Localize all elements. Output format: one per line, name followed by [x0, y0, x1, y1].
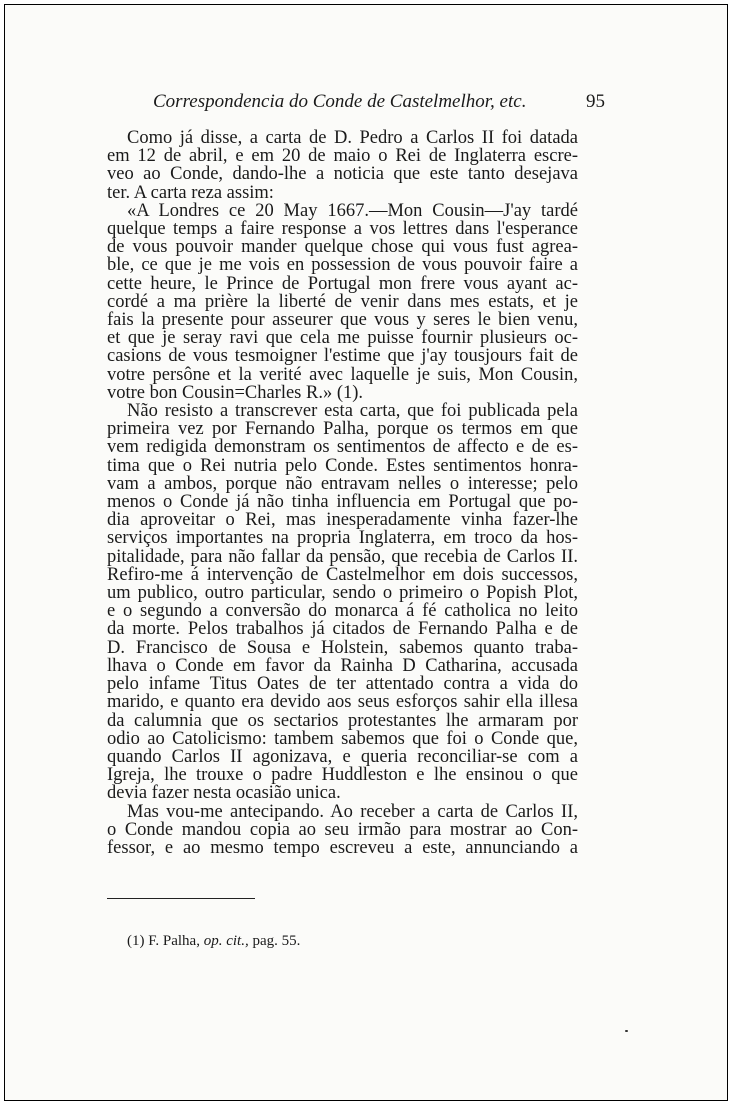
text-line: veo ao Conde, dando-lhe a noticia que este tanto desejava: [107, 164, 578, 185]
text-line: votre persône et la verité avec laquelle je suis, Mon Cousin,: [107, 364, 578, 385]
text-line: «A Londres ce 20 May 1667.—Mon Cousin—J'ay tardé: [127, 200, 578, 221]
text-line: pelo infame Titus Oates de ter attentado contra a vida do: [107, 674, 578, 695]
text-line: Refiro-me á intervenção de Castelmelhor em dois successos,: [107, 564, 578, 585]
page-number: 95: [586, 91, 605, 112]
footnote-author: F. Palha,: [148, 933, 200, 949]
text-line: Não resisto a transcrever esta carta, que foi publicada pela: [127, 401, 578, 422]
text-line: marido, e quanto era devido aos seus esforços sahir ella illesa: [107, 692, 578, 713]
page-header: [153, 91, 605, 115]
text-line: cette heure, le Prince de Portugal mon frere vous ayant ac-: [107, 273, 578, 294]
text-line: ble, ce que je me vois en possession de vous pouvoir faire a: [107, 255, 578, 276]
text-line: ter. A carta reza assim:: [107, 182, 274, 203]
text-line: da calumnia que os sectarios protestantes lhe armaram por: [107, 710, 578, 731]
text-line: quelque temps a faire response a vos lettres dans l'esperance: [107, 219, 578, 240]
text-line: Igreja, lhe trouxe o padre Huddleston e lhe ensinou o que: [107, 765, 578, 786]
text-line: votre bon Cousin=Charles R.» (1).: [107, 382, 364, 403]
text-line: dia aproveitar o Rei, mas inesperadamente vinha fazer-lhe: [107, 510, 578, 531]
text-line: primeira vez por Fernando Palha, porque os termos em que: [107, 419, 578, 440]
text-line: Mas vou-me antecipando. Ao receber a carta de Carlos II,: [127, 801, 578, 822]
text-line: vam a ambos, porque não entravam nelles o interesse; pelo: [107, 473, 578, 494]
text-line: et que je seray ravi que cela me puisse fournir plusieurs oc-: [107, 328, 578, 349]
text-line: vem redigida demonstram os sentimentos de affecto e de es-: [107, 437, 578, 458]
text-line: lhava o Conde em favor da Rainha D Catharina, accusada: [107, 655, 578, 676]
text-line: devia fazer nesta ocasião unica.: [107, 783, 341, 804]
ink-speck: [625, 1030, 628, 1032]
body-text: [107, 129, 578, 857]
text-line: um publico, outro particular, sendo o primeiro o Popish Plot,: [107, 583, 578, 604]
text-line: em 12 de abril, e em 20 de maio o Rei de Inglaterra escre-: [107, 146, 578, 167]
text-line: de vous pouvoir mander quelque chose qui vous fust agrea-: [107, 237, 578, 258]
footnote-page: pag. 55.: [252, 933, 301, 949]
text-line: menos o Conde já não tinha influencia em Portugal que po-: [107, 492, 578, 513]
text-line: odio ao Catolicismo: tambem sabemos que foi o Conde que,: [107, 728, 578, 749]
text-line: e o segundo a conversão do monarca á fé catholica no leito: [107, 601, 578, 622]
text-line: casions de vous tesmoigner l'estime que j'ay tousjours fait de: [107, 346, 578, 367]
book-page: [4, 4, 728, 1101]
footnote-marker: (1): [127, 933, 145, 949]
text-line: fessor, e ao mesmo tempo escreveu a este, annunciando a: [107, 837, 578, 858]
text-line: pitalidade, para não fallar da pensão, que recebia de Carlos II.: [107, 546, 578, 567]
text-line: tima que o Rei nutria pelo Conde. Estes sentimentos honra-: [107, 455, 578, 476]
footnote-ref: op. cit.,: [203, 933, 249, 949]
running-title: Correspondencia do Conde de Castelmelhor, etc.: [153, 91, 527, 112]
text-line: quando Carlos II agonizava, e queria reconciliar-se com a: [107, 746, 578, 767]
text-line: D. Francisco de Sousa e Holstein, sabemos quanto traba-: [107, 637, 578, 658]
text-line: cordé a ma prière la liberté de venir dans mes estats, et je: [107, 291, 578, 312]
text-line: serviços importantes na propria Inglaterra, em troco da hos-: [107, 528, 578, 549]
text-line: Como já disse, a carta de D. Pedro a Carlos II foi datada: [127, 128, 578, 148]
text-line: da morte. Pelos trabalhos já citados de Fernando Palha e de: [107, 619, 578, 640]
text-line: fais la presente pour asseurer que vous y seres le bien venu,: [107, 310, 578, 331]
footnote: [127, 933, 300, 950]
footnote-divider: [107, 898, 255, 899]
text-line: o Conde mandou copia ao seu irmão para mostrar ao Con-: [107, 819, 578, 840]
